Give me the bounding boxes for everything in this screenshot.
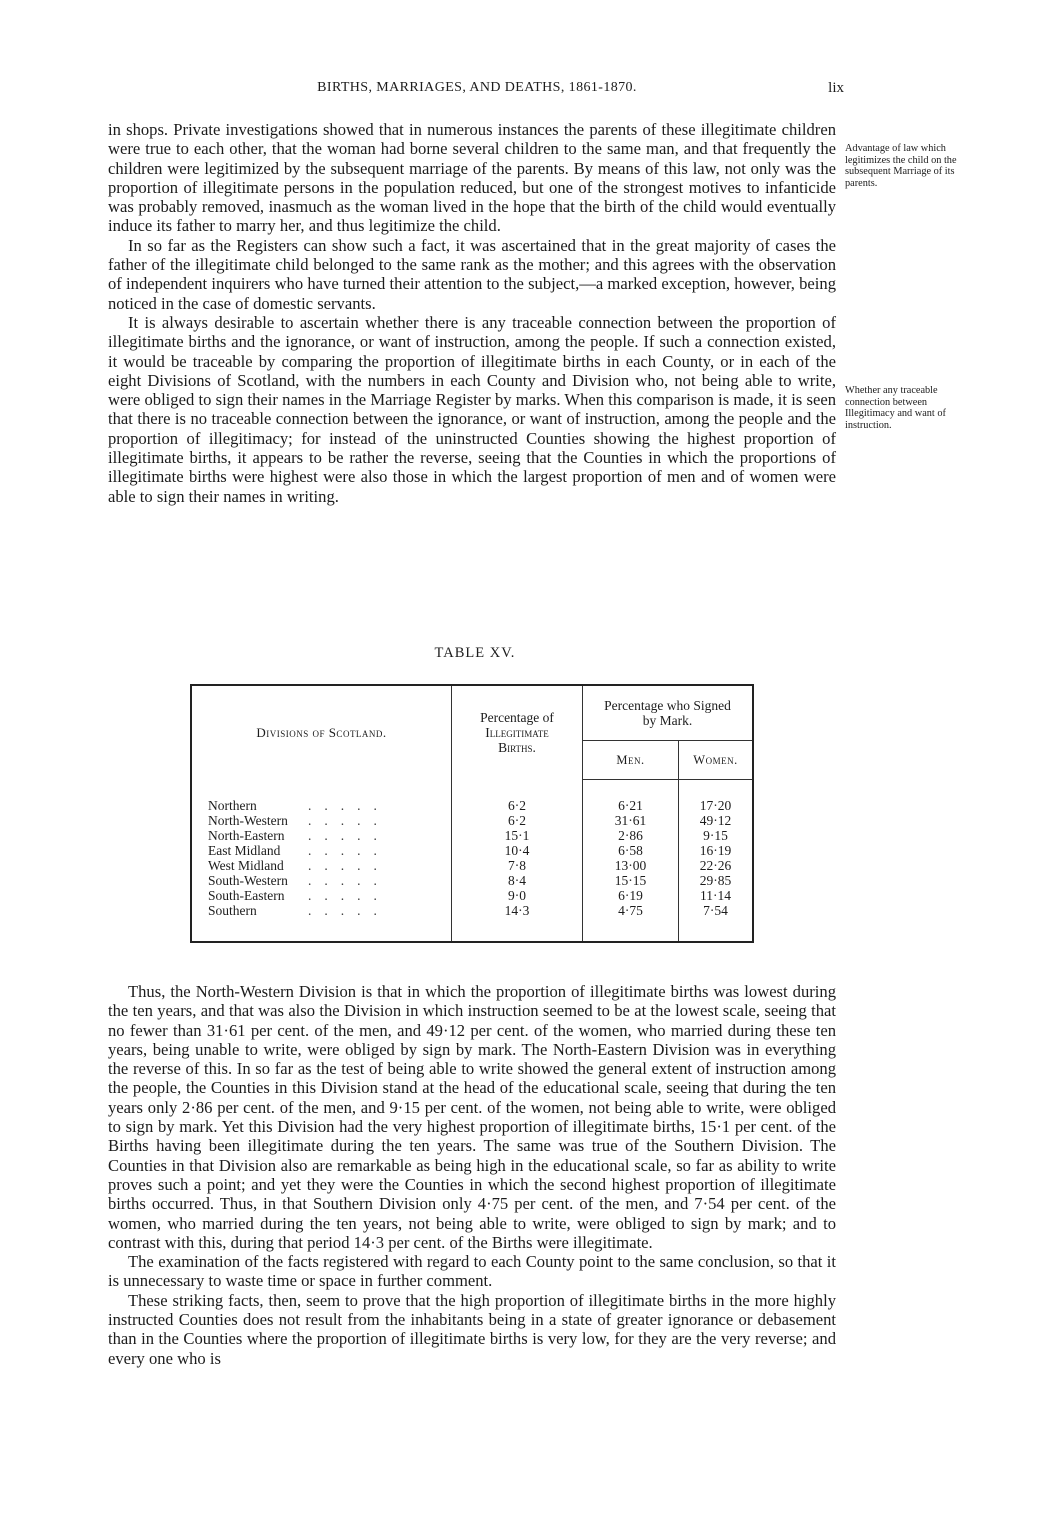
division-name: Southern ..... <box>208 902 390 918</box>
table-cell-men: 6·21 <box>618 798 643 813</box>
paragraph: In so far as the Registers can show such a fact, it was ascertained that in the great majority of cases the father of the illegitimate child belonged to the same rank as the mother; and this agrees with the observation of independent inquirers who have turned their attention to the subject,—a marked exception, however, being noticed in the case of domestic servants. <box>108 235 836 313</box>
table-cell-women: 17·20 <box>699 798 732 813</box>
column-header-division: Divisions of Scotland. <box>192 686 452 780</box>
division-name: West Midland ..... <box>208 857 390 873</box>
illegitimate-column <box>452 780 583 942</box>
leader-dots: ..... <box>308 812 390 828</box>
table-cell-men: 6·19 <box>618 888 643 903</box>
table-cell-men: 31·61 <box>614 813 647 828</box>
paragraph: It is always desirable to ascertain whether there is any traceable connection between the proportion of illegitimate births and the ignorance, or want of instruction, among the people. If such a connection existed, it would be traceable by comparing the proportion of illegitimate births in each County, or in each of the eight Divisions of Scotland, with the numbers in each County and Division who, not being able to write, were obliged to sign their names in the Marriage Register by marks. When this comparison is made, it is seen that there is no traceable connection between the ignorance, or want of instruction, among the people and the proportion of illegitimacy; for instead of the uninstructed Counties showing the highest proportion of illegitimate births, it appears to be rather the reverse, seeing that the Counties in which the proportions of illegitimate births were highest were also those in which the largest proportion of men and of women were able to sign their names in writing. <box>108 312 836 506</box>
table-cell-women: 16·19 <box>699 843 732 858</box>
header-line: Births. <box>498 740 536 756</box>
header-line: Percentage who Signed <box>604 698 731 713</box>
leader-dots: ..... <box>308 857 390 873</box>
page-header <box>110 80 844 102</box>
table-cell-men: 13·00 <box>614 858 647 873</box>
table-cell-pct: 14·3 <box>504 902 530 918</box>
running-title: BIRTHS, MARRIAGES, AND DEATHS, 1861-1870. <box>317 80 637 95</box>
table-cell-pct: 6·2 <box>508 812 526 828</box>
margin-note: Whether any traceable connection between Illegitimacy and want of instruction. <box>845 385 946 431</box>
body-text-top <box>108 120 836 506</box>
leader-dots: ..... <box>308 872 390 888</box>
table-cell-women: 29·85 <box>699 873 732 888</box>
table-cell-pct: 9·0 <box>508 887 526 903</box>
data-table <box>190 684 754 943</box>
table-cell-women: 7·54 <box>703 903 728 918</box>
leader-dots: ..... <box>308 902 390 918</box>
header-line: by Mark. <box>642 713 693 728</box>
paragraph: Thus, the North-Western Division is that in which the proportion of illegitimate births was lowest during the ten years, and that was also the Division in which instruction seemed to be at the lowest scale, seeing that no fewer than 31·61 per cent. of the men, and 49·12 per cent. of the women, who married during these ten years, being unable to write, were obliged by sign by mark. The North-Eastern Division was in everything the reverse of this. In so far as the test of being able to write showed the general extent of instruction among the people, the Counties in this Division stand at the head of the educational scale, seeing that during the ten years only 2·86 per cent. of the men, and 9·15 per cent. of the women, not being able to write, were obliged to sign by mark. Yet this Division had the very highest proportion of illegitimate births, 15·1 per cent. of the Births having been illegitimate during the ten years. The same was true of the Southern Division. The Counties in that Division also are remarkable as being high in the educational scale, so far as ability to write proves such a point; and yet they were the Counties in which the second highest proportion of illegitimate births occurred. Thus, in that Southern Division only 4·75 per cent. of the men, and 7·54 per cent. of the women, who married during the ten years, not being able to write, were obliged to sign by mark; and to contrast with this, during that period 14·3 per cent. of the Births were illegitimate. <box>108 982 836 1252</box>
division-name: Northern ..... <box>208 797 390 813</box>
division-name: South-Western ..... <box>208 872 390 888</box>
division-column <box>192 780 452 942</box>
division-name: North-Western ..... <box>208 812 390 828</box>
header-line: Illegitimate <box>485 725 549 741</box>
leader-dots: ..... <box>308 842 390 858</box>
table-cell-women: 22·26 <box>699 858 732 873</box>
table-cell-pct: 8·4 <box>508 872 526 888</box>
table-cell-pct: 10·4 <box>504 842 530 858</box>
column-header-men: Men. <box>583 741 679 780</box>
margin-note: Advantage of law which legitimizes the child on the subsequent Marriage of its parents. <box>845 143 957 189</box>
table-cell-men: 4·75 <box>618 903 643 918</box>
table-cell-pct: 7·8 <box>508 857 526 873</box>
table-cell-women: 49·12 <box>699 813 732 828</box>
division-name: South-Eastern ..... <box>208 887 390 903</box>
leader-dots: ..... <box>308 827 390 843</box>
division-name: East Midland ..... <box>208 842 390 858</box>
column-header-women: Women. <box>679 741 753 780</box>
table-cell-men: 6·58 <box>618 843 643 858</box>
body-text-bottom <box>108 982 836 1368</box>
header-line: Percentage of <box>480 710 554 726</box>
column-group-signed-by-mark <box>583 686 753 741</box>
table-cell-pct: 15·1 <box>504 827 530 843</box>
leader-dots: ..... <box>308 797 390 813</box>
column-header-illegitimate <box>452 686 583 780</box>
women-column <box>679 780 753 942</box>
paragraph: These striking facts, then, seem to prove that the high proportion of illegitimate births in the more highly instructed Counties does not result from the inhabitants being in a state of greater ignorance or debasement than in the Counties where the proportion of illegitimate births is very low, for they are the very reverse; and every one who is <box>108 1290 836 1368</box>
paragraph: The examination of the facts registered with regard to each County point to the same conclusion, so that it is unnecessary to waste time or space in further comment. <box>108 1252 836 1291</box>
division-name: North-Eastern ..... <box>208 827 390 843</box>
table-cell-men: 2·86 <box>618 828 643 843</box>
table-title: TABLE XV. <box>434 645 516 661</box>
leader-dots: ..... <box>308 887 390 903</box>
table-cell-women: 11·14 <box>700 888 731 903</box>
table-cell-men: 15·15 <box>614 873 647 888</box>
table-cell-women: 9·15 <box>703 828 728 843</box>
men-column <box>583 780 679 942</box>
page-number: lix <box>828 80 844 96</box>
paragraph: in shops. Private investigations showed that in numerous instances the parents of these illegitimate children were true to each other, that the woman had borne several children to the same man, and that frequently the children were legitimized by the subsequent marriage of the parents. By means of this law, not only was the proportion of illegitimate persons in the population reduced, but one of the strongest motives to infanticide was probably removed, inasmuch as the woman lived in the hope that the birth of the child would eventually induce its father to marry her, and thus legitimize the child. <box>108 120 836 236</box>
table-cell-pct: 6·2 <box>508 797 526 813</box>
